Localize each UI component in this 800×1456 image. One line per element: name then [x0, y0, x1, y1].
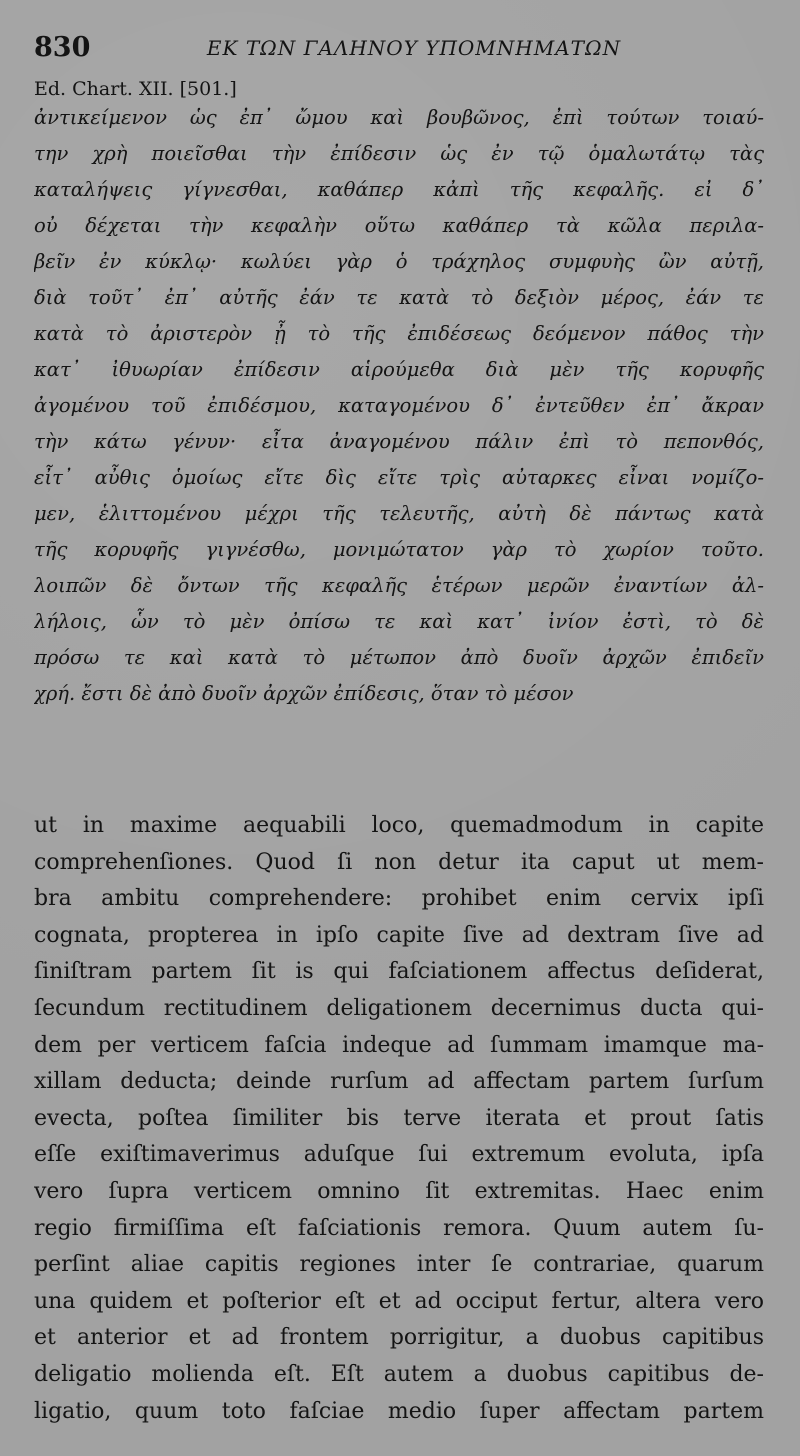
- latin-text-line: comprehenſiones. Quod ſi non detur ita caput ut mem-: [34, 849, 764, 875]
- greek-text-line: πρόσω τε καὶ κατὰ τὸ μέτωπον ἀπὸ δυοῖν ἀρχῶν ἐπιδεῖν: [34, 646, 764, 669]
- latin-text-line: una quidem et poſterior eſt et ad occiput fertur, altera vero: [34, 1288, 764, 1314]
- latin-text-line: eſſe exiſtimaverimus aduſque ſui extremum evoluta, ipſa: [34, 1142, 764, 1168]
- edition-reference: Ed. Chart. XII. [501.]: [34, 78, 237, 100]
- latin-text-line: evecta, poſtea ſimiliter bis terve iterata et prout ſatis: [34, 1105, 764, 1131]
- greek-text-line: τὴν κάτω γένυν· εἶτα ἀναγομένου πάλιν ἐπὶ τὸ πεπονθός,: [34, 430, 764, 453]
- latin-text-line: bra ambitu comprehendere: prohibet enim cervix ipſi: [34, 886, 764, 912]
- greek-text-line: χρή. ἔστι δὲ ἀπὸ δυοῖν ἀρχῶν ἐπίδεσις, ὅταν τὸ μέσον: [34, 682, 574, 705]
- greek-text-line: καταλήψεις γίγνεσθαι, καθάπερ κἀπὶ τῆς κεφαλῆς. εἰ δ᾿: [34, 178, 764, 201]
- greek-text-line: κατὰ τὸ ἀριστερὸν ᾖ τὸ τῆς ἐπιδέσεως δεόμενον πάθος τὴν: [34, 322, 764, 345]
- greek-text-line: βεῖν ἐν κύκλῳ· κωλύει γὰρ ὁ τράχηλος συμφυὴς ὢν αὐτῇ,: [34, 250, 764, 273]
- latin-text-line: regio firmiſſima eſt faſciationis remora. Quum autem ſu-: [34, 1215, 764, 1241]
- page-header: [34, 32, 774, 72]
- greek-text-line: ἀντικείμενον ὡς ἐπ᾿ ὤμου καὶ βουβῶνος, ἐπὶ τούτων τοιαύ-: [34, 106, 764, 129]
- page-number: 830: [34, 32, 91, 63]
- latin-text-line: dem per verticem faſcia indeque ad ſummam imamque ma-: [34, 1032, 764, 1058]
- greek-text-line: μεν, ἑλιττομένου μέχρι τῆς τελευτῆς, αὐτὴ δὲ πάντως κατὰ: [34, 502, 764, 525]
- latin-text-line: et anterior et ad frontem porrigitur, a duobus capitibus: [34, 1325, 764, 1351]
- latin-text-line: ſecundum rectitudinem deligationem decernimus ducta qui-: [34, 995, 764, 1021]
- greek-text-line: την χρὴ ποιεῖσθαι τὴν ἐπίδεσιν ὡς ἐν τῷ ὁμαλωτάτῳ τὰς: [34, 142, 764, 165]
- greek-text-line: λοιπῶν δὲ ὄντων τῆς κεφαλῆς ἑτέρων μερῶν ἐναντίων ἀλ-: [34, 574, 764, 597]
- greek-text-line: κατ᾿ ἰθυωρίαν ἐπίδεσιν αἱρούμεθα διὰ μὲν τῆς κορυφῆς: [34, 358, 764, 381]
- greek-text-line: διὰ τοῦτ᾿ ἐπ᾿ αὐτῆς ἐάν τε κατὰ τὸ δεξιὸν μέρος, ἐάν τε: [34, 286, 764, 309]
- latin-text-line: xillam deducta; deinde rurſum ad affectam partem ſurſum: [34, 1069, 764, 1095]
- greek-text-block: [34, 100, 764, 712]
- latin-text-line: ut in maxime aequabili loco, quemadmodum in capite: [34, 813, 764, 838]
- latin-text-line: vero ſupra verticem omnino ſit extremitas. Haec enim: [34, 1178, 764, 1204]
- greek-text-line: τῆς κορυφῆς γιγνέσθω, μονιμώτατον γὰρ τὸ χωρίον τοῦτο.: [34, 538, 764, 561]
- latin-text-line: deligatio molienda eſt. Eſt autem a duobus capitibus de-: [34, 1361, 764, 1387]
- latin-text-line: ligatio, quum toto faſciae medio ſuper affectam partem: [34, 1398, 764, 1424]
- greek-text-line: ἀγομένου τοῦ ἐπιδέσμου, καταγομένου δ᾿ ἐντεῦθεν ἐπ᾿ ἄκραν: [34, 394, 764, 417]
- greek-text-line: εἶτ᾿ αὖθις ὁμοίως εἴτε δὶς εἴτε τρὶς αὐταρκες εἶναι νομίζο-: [34, 466, 764, 489]
- latin-text-block: [34, 808, 764, 1430]
- running-head: ΕΚ ΤΩΝ ΓΑΛΗΝΟΥ ΥΠΟΜΝΗΜΑΤΩΝ: [206, 36, 622, 60]
- latin-text-line: ſiniſtram partem ſit is qui faſciationem affectus deſiderat,: [34, 959, 764, 985]
- greek-text-line: λήλοις, ὧν τὸ μὲν ὀπίσω τε καὶ κατ᾿ ἰνίον ἐστὶ, τὸ δὲ: [34, 610, 764, 633]
- greek-text-line: οὐ δέχεται τὴν κεφαλὴν οὕτω καθάπερ τὰ κῶλα περιλα-: [34, 214, 764, 237]
- latin-text-line: cognata, propterea in ipſo capite ſive ad dextram ſive ad: [34, 922, 764, 948]
- latin-text-line: perſint aliae capitis regiones inter ſe contrariae, quarum: [34, 1252, 764, 1278]
